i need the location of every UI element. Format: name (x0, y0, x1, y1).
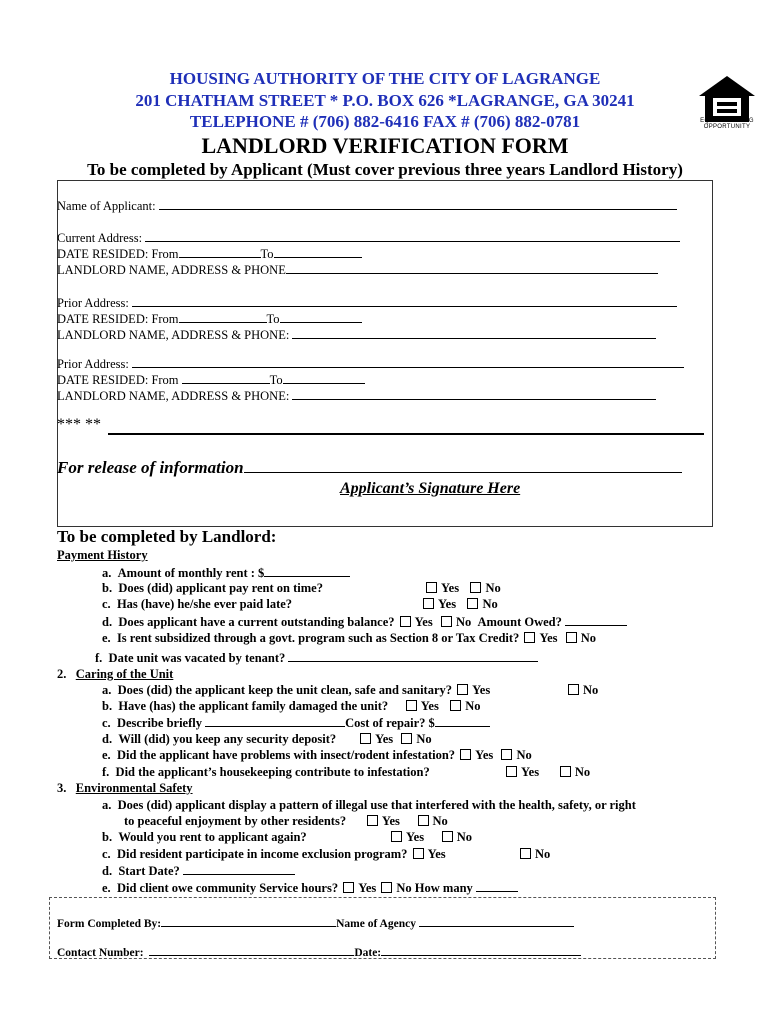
yes-label: Yes (475, 748, 494, 762)
item-text: to peaceful enjoyment by other residents? (124, 814, 347, 828)
item-letter: e. (102, 631, 111, 645)
describe-input[interactable] (205, 715, 345, 727)
date-resided-label: DATE RESIDED: From (57, 373, 182, 387)
header-line-1: HOUSING AUTHORITY OF THE CITY OF LAGRANGE (169, 69, 601, 88)
date-resided-row-3 (57, 372, 365, 388)
prior-address-label: Prior Address (57, 357, 126, 371)
item-text: Date unit was vacated by tenant? (108, 651, 286, 665)
checkbox-icon[interactable] (381, 882, 392, 893)
section-number: 3. (57, 781, 67, 795)
checkbox-icon[interactable] (418, 815, 429, 826)
checkbox-icon[interactable] (391, 831, 402, 842)
checkbox-icon[interactable] (400, 616, 411, 627)
payment-item-a (102, 565, 350, 581)
landlord-input-1[interactable] (286, 262, 658, 274)
item-text: Does applicant have a current outstanding balance? (118, 615, 395, 629)
date-input[interactable] (381, 944, 581, 956)
agency-input[interactable] (419, 915, 574, 927)
form-completed-label: Form Completed By: (57, 918, 162, 930)
to-label: To (269, 373, 283, 387)
no-label: No (416, 732, 432, 746)
date-resided-label: DATE RESIDED: From (57, 247, 179, 261)
item-letter: b. (102, 830, 113, 844)
current-address-row: Current Address: (57, 230, 680, 246)
item-letter: e. (102, 748, 111, 762)
date-label: Date: (354, 947, 382, 959)
header-line-3: TELEPHONE # (706) 882-6416 FAX # (706) 882-0781 (189, 112, 581, 131)
checkbox-icon[interactable] (441, 616, 452, 627)
monthly-rent-input[interactable] (264, 565, 350, 577)
caring-item-a (102, 683, 490, 698)
section-number: 2. (57, 667, 67, 681)
env-item-d (102, 863, 295, 879)
signature-label: Applicant’s Signature Here (340, 480, 521, 497)
contact-label: Contact Number: (57, 947, 144, 959)
yes-label: Yes (414, 615, 433, 629)
date-from-input-3[interactable] (182, 372, 270, 384)
checkbox-icon[interactable] (367, 815, 378, 826)
item-letter: c. (102, 597, 111, 611)
item-text: Start Date? (118, 864, 180, 878)
date-from-input-2[interactable] (179, 311, 267, 323)
checkbox-icon[interactable] (457, 684, 468, 695)
checkbox-icon[interactable] (413, 848, 424, 859)
item-letter: d. (102, 732, 113, 746)
date-resided-label: DATE RESIDED: From (57, 312, 179, 326)
item-text: Did the applicant have problems with insect/rodent infestation? (116, 748, 456, 762)
env-item-a-cont (124, 814, 448, 829)
checkbox-icon[interactable] (343, 882, 354, 893)
item-text: Will (did) you keep any security deposit? (118, 732, 337, 746)
payment-item-f (95, 650, 538, 666)
release-label: For release of information (57, 458, 244, 477)
landlord-heading: To be completed by Landlord: (57, 527, 277, 546)
payment-item-d (102, 614, 627, 630)
no-label: No (455, 615, 472, 629)
landlord-input-3[interactable] (292, 388, 656, 400)
item-letter: a. (102, 683, 112, 697)
name-input[interactable] (159, 198, 677, 210)
logo-caption (692, 118, 762, 130)
stars-line (108, 433, 704, 435)
prior-address-row-2: Prior Address: (57, 356, 684, 372)
caring-item-b (102, 699, 480, 714)
page-subtitle: To be completed by Applicant (Must cover previous three years Landlord History) (87, 160, 683, 179)
env-b-options (389, 830, 472, 845)
current-address-input[interactable] (145, 230, 680, 242)
item-text: Amount of monthly rent : $ (117, 566, 265, 580)
payment-item-e (102, 631, 596, 646)
item-text: Is rent subsidized through a govt. program such as Section 8 or Tax Credit? (116, 631, 520, 645)
item-letter: f. (102, 765, 110, 779)
signature-input[interactable] (244, 458, 682, 473)
environmental-heading (57, 781, 193, 796)
checkbox-icon[interactable] (460, 749, 471, 760)
payment-item-b (102, 581, 323, 596)
checkbox-icon[interactable] (467, 598, 478, 609)
no-label: No (432, 814, 448, 828)
logo-line-2: OPPORTUNITY (703, 124, 751, 130)
form-completed-input[interactable] (161, 915, 336, 927)
date-from-input-1[interactable] (179, 246, 261, 258)
yes-label: Yes (472, 683, 491, 697)
env-item-e (102, 880, 518, 896)
item-text: Has (have) he/she ever paid late? (116, 597, 293, 611)
item-letter: c. (102, 847, 111, 861)
checkbox-icon[interactable] (442, 831, 453, 842)
item-letter: a. (102, 566, 112, 580)
start-date-input[interactable] (183, 863, 295, 875)
date-resided-row-1 (57, 246, 362, 262)
landlord-label: LANDLORD NAME, ADDRESS & PHONE (57, 263, 286, 277)
caring-item-e (102, 748, 532, 763)
prior-address-input-2[interactable] (132, 356, 684, 368)
amount-owed-input[interactable] (565, 614, 627, 626)
item-text: Did the applicant’s housekeeping contribute to infestation? (115, 765, 430, 779)
landlord-input-2[interactable] (292, 327, 656, 339)
item-letter: e. (102, 881, 111, 895)
env-c-no (518, 847, 550, 862)
logo-line-1: EQUAL HOUSING (700, 118, 754, 124)
payment-history-heading: Payment History (57, 548, 148, 562)
caring-item-f (102, 765, 430, 780)
section-title: Caring of the Unit (75, 667, 174, 681)
agency-label: Name of Agency (336, 918, 416, 930)
current-address-label: Current Address (57, 231, 139, 245)
item-letter: d. (102, 615, 113, 629)
no-how-many-label: No How many (396, 881, 473, 895)
item-letter: a. (102, 798, 112, 812)
caring-item-c (102, 715, 490, 731)
header-line-2: 201 CHATHAM STREET * P.O. BOX 626 *LAGRANGE, GA 30241 (135, 91, 635, 110)
item-text: Did client owe community Service hours? (116, 881, 339, 895)
form-completed-row (57, 915, 574, 930)
yes-label: Yes (375, 732, 394, 746)
item-text: Does (did) the applicant keep the unit clean, safe and sanitary? (117, 683, 453, 697)
checkbox-icon[interactable] (426, 582, 437, 593)
to-label: To (260, 247, 274, 261)
item-letter: d. (102, 864, 113, 878)
section-title: Environmental Safety (75, 781, 193, 795)
checkbox-icon[interactable] (520, 848, 531, 859)
release-row (57, 458, 682, 478)
landlord-label: LANDLORD NAME, ADDRESS & PHONE: (57, 389, 293, 403)
yes-label: Yes (420, 699, 439, 713)
no-label: No (535, 847, 551, 861)
yes-label: Yes (438, 597, 457, 611)
prior-address-row-1: Prior Address: (57, 295, 677, 311)
checkbox-icon[interactable] (450, 700, 461, 711)
pay-on-time-options (424, 581, 501, 596)
caring-heading (57, 667, 173, 682)
landlord-row-2 (57, 327, 656, 343)
landlord-row-1 (57, 262, 658, 278)
prior-address-label: Prior Address (57, 296, 126, 310)
yes-label: Yes (441, 581, 460, 595)
name-row (57, 198, 677, 214)
checkbox-icon[interactable] (506, 766, 517, 777)
caring-a-no (566, 683, 598, 698)
checkbox-icon[interactable] (566, 632, 577, 643)
to-label: To (266, 312, 280, 326)
item-text: Did resident participate in income exclusion program? (116, 847, 408, 861)
yes-label: Yes (427, 847, 446, 861)
contact-row (57, 944, 581, 959)
no-label: No (465, 699, 481, 713)
stars-row (57, 416, 101, 434)
yes-label: Yes (406, 830, 425, 844)
no-label: No (516, 748, 532, 762)
amount-owed-label: Amount Owed? (477, 615, 562, 629)
checkbox-icon[interactable] (360, 733, 371, 744)
no-label: No (580, 631, 597, 645)
env-item-c (102, 847, 446, 862)
item-text: Does (did) applicant display a pattern of illegal use that interfered with the health, safety, or right (117, 798, 636, 812)
date-resided-row-2 (57, 311, 362, 327)
cost-repair-label: Cost of repair? $ (345, 716, 435, 730)
item-letter: c. (102, 716, 111, 730)
caring-item-d (102, 732, 432, 747)
landlord-row-3 (57, 388, 656, 404)
item-text: Describe briefly (116, 716, 202, 730)
yes-label: Yes (539, 631, 558, 645)
env-item-a (102, 798, 636, 813)
no-label: No (583, 683, 599, 697)
payment-item-c (102, 597, 292, 612)
date-to-input-1[interactable] (274, 246, 362, 258)
checkbox-icon[interactable] (470, 582, 481, 593)
item-text: Does (did) applicant pay rent on time? (118, 581, 323, 595)
service-hours-input[interactable] (476, 880, 518, 892)
yes-label: Yes (358, 881, 377, 895)
vacated-date-input[interactable] (288, 650, 538, 662)
no-label: No (482, 597, 498, 611)
contact-input[interactable] (149, 944, 354, 956)
paid-late-options (421, 597, 498, 612)
page-title: LANDLORD VERIFICATION FORM (201, 133, 569, 158)
name-label: Name of Applicant: (57, 199, 156, 213)
date-to-input-3[interactable] (283, 372, 365, 384)
no-label: No (574, 765, 591, 779)
checkbox-icon[interactable] (501, 749, 512, 760)
item-letter: b. (102, 699, 113, 713)
checkbox-icon[interactable] (560, 766, 571, 777)
env-item-b (102, 830, 307, 845)
landlord-label: LANDLORD NAME, ADDRESS & PHONE: (57, 328, 293, 342)
checkbox-icon[interactable] (524, 632, 535, 643)
no-label: No (456, 830, 472, 844)
yes-label: Yes (521, 765, 540, 779)
cost-repair-input[interactable] (435, 715, 490, 727)
caring-f-options (504, 765, 590, 780)
prior-address-input-1[interactable] (132, 295, 677, 307)
item-letter: f. (95, 651, 103, 665)
item-letter: b. (102, 581, 113, 595)
checkbox-icon[interactable] (423, 598, 434, 609)
checkbox-icon[interactable] (401, 733, 412, 744)
no-label: No (485, 581, 501, 595)
checkbox-icon[interactable] (406, 700, 417, 711)
date-to-input-2[interactable] (280, 311, 362, 323)
stars-text: *** ** (57, 416, 101, 433)
checkbox-icon[interactable] (568, 684, 579, 695)
item-text: Have (has) the applicant family damaged the unit? (118, 699, 389, 713)
yes-label: Yes (381, 814, 400, 828)
item-text: Would you rent to applicant again? (118, 830, 307, 844)
